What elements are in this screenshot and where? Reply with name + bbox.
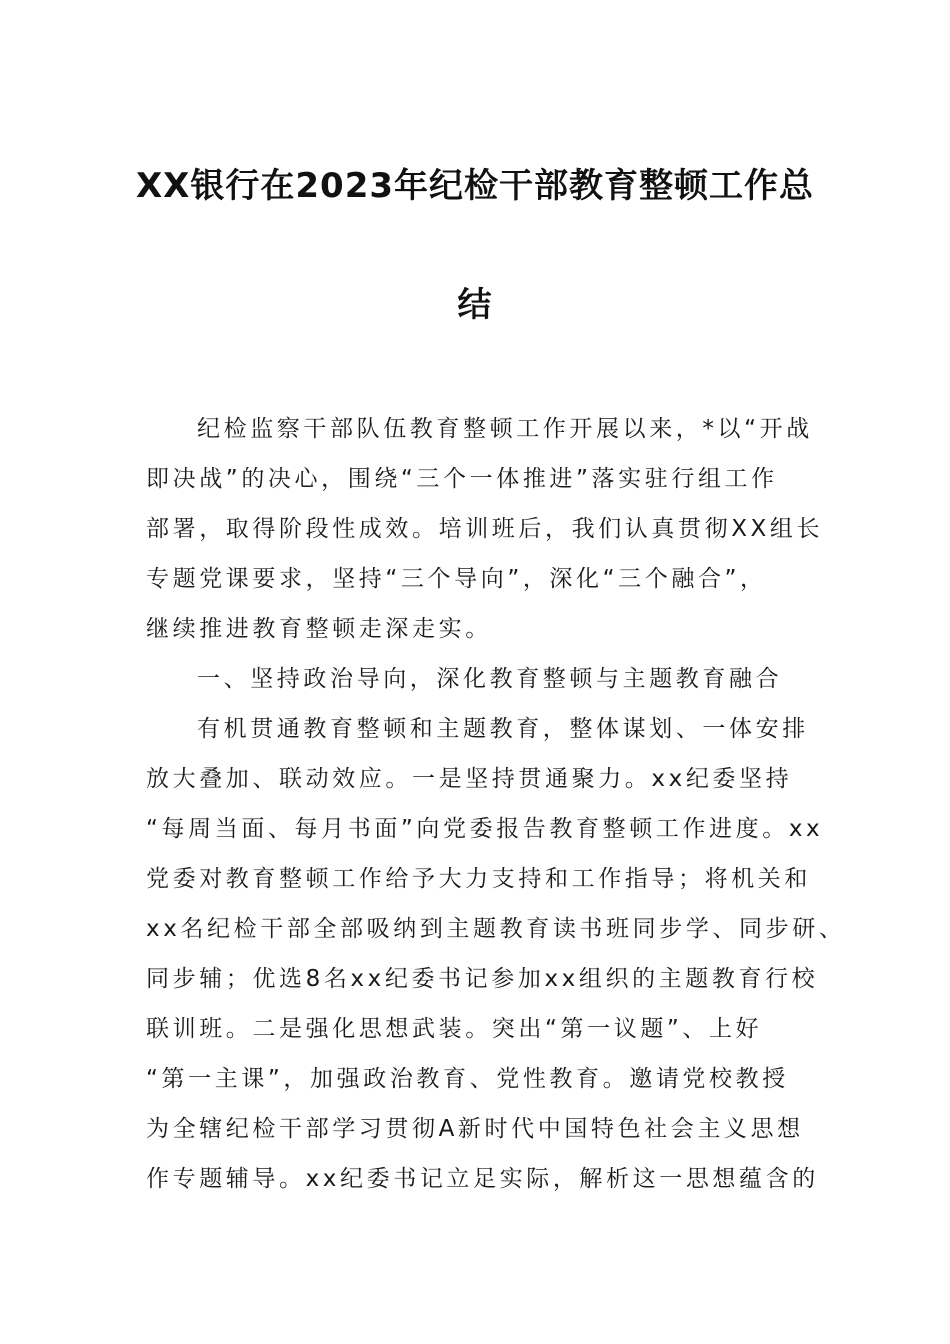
- body-line-1: 纪检监察干部队伍教育整顿工作开展以来，*以“开战: [197, 416, 813, 442]
- body-line-4: 专题党课要求，坚持“三个导向”，深化“三个融合”，: [146, 566, 767, 592]
- body-line-7: 放大叠加、联动效应。一是坚持贯通聚力。xx纪委坚持: [146, 766, 793, 792]
- body-line-13: “第一主课”，加强政治教育、党性教育。邀请党校教授: [146, 1066, 789, 1092]
- body-line-5: 继续推进教育整顿走深走实。: [146, 616, 492, 642]
- body-line-15: 作专题辅导。xx纪委书记立足实际，解析这一思想蕴含的: [146, 1166, 819, 1192]
- section-heading-1: 一、坚持政治导向，深化教育整顿与主题教育融合: [197, 666, 783, 692]
- body-line-11: 同步辅；优选8名xx纪委书记参加xx组织的主题教育行校: [146, 966, 819, 992]
- body-line-10: xx名纪检干部全部吸纳到主题教育读书班同步学、同步研、: [146, 916, 846, 942]
- body-line-3: 部署，取得阶段性成效。培训班后，我们认真贯彻XX组长: [146, 516, 824, 542]
- body-line-8: “每周当面、每月书面”向党委报告教育整顿工作进度。xx: [146, 816, 824, 842]
- body-line-12: 联训班。二是强化思想武装。突出“第一议题”、上好: [146, 1016, 763, 1042]
- document-title-line-1: XX银行在2023年纪检干部教育整顿工作总: [135, 166, 815, 206]
- body-line-2: 即决战”的决心，围绕“三个一体推进”落实驻行组工作: [146, 466, 778, 492]
- document-title-line-2: 结: [457, 285, 493, 325]
- body-line-14: 为全辖纪检干部学习贯彻A新时代中国特色社会主义思想: [146, 1116, 804, 1142]
- body-line-6: 有机贯通教育整顿和主题教育，整体谋划、一体安排: [197, 716, 809, 742]
- body-line-9: 党委对教育整顿工作给予大力支持和工作指导；将机关和: [146, 866, 811, 892]
